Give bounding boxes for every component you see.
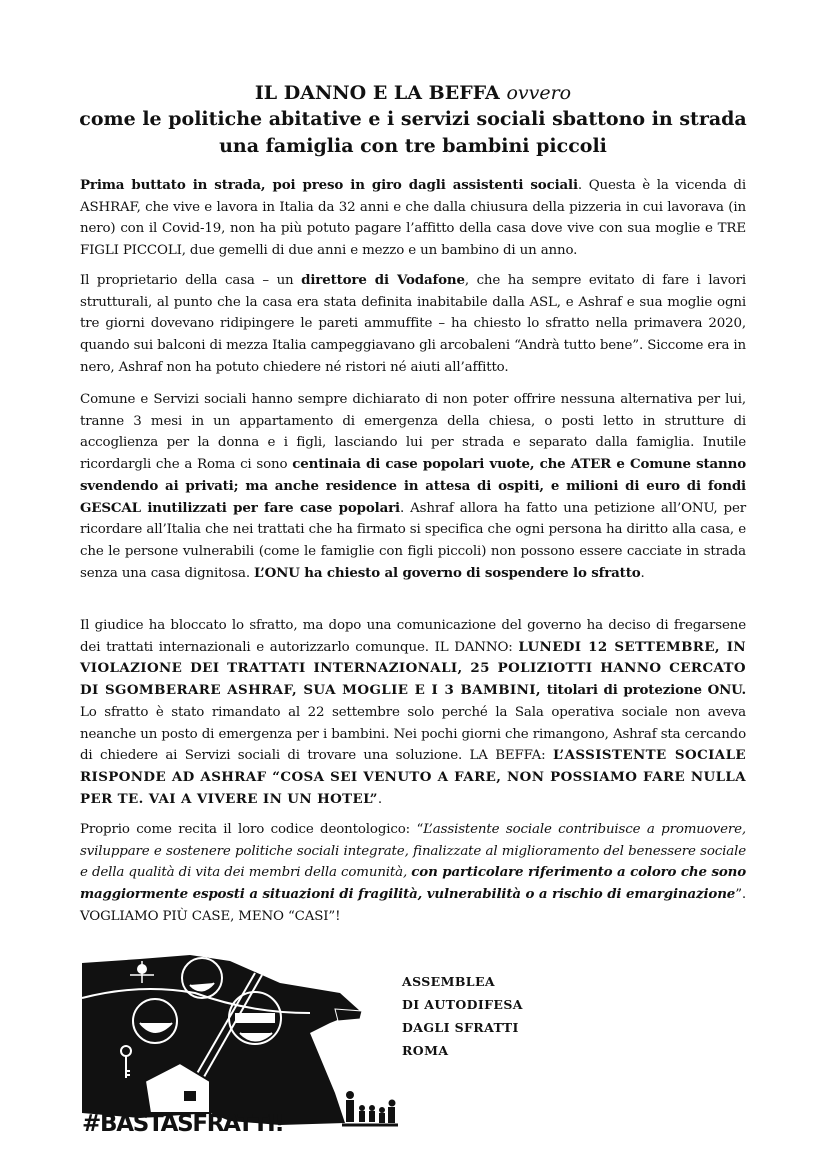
paragraph-1 [80, 175, 746, 262]
p3-bold-1: centinaia di case popolari vuote, che ATER e Comune stanno svendendo ai privati; ma anche residence in attesa di ospiti, e milioni di euro di fondi GESCAL inutilizzati per fare case popolari [80, 456, 746, 516]
paragraph-3 [80, 389, 746, 584]
signature-line: DAGLI SFRATTI [402, 1020, 519, 1035]
p4-bold-3: L’ASSISTENTE SOCIALE RISPONDE AD ASHRAF “COSA SEI VENUTO A FARE, NON POSSIAMO FARE NULLA PER TE. VAI A VIVERE IN UN HOTEL” [80, 747, 747, 807]
p5-text-b: ”. VOGLIAMO PIÙ CASE, MENO “CASI”! [80, 887, 746, 924]
p4-text-a: Il giudice ha bloccato lo sfratto, ma dopo una comunicazione del governo ha deciso di fregarsene dei trattati internazionali e autorizzarlo comunque. IL DANNO: [80, 618, 746, 655]
p4-bold-2: titolari di protezione ONU. [540, 682, 746, 699]
p3-text-c: . [640, 565, 645, 581]
signature-line: ROMA [402, 1043, 449, 1058]
p4-text-c: . [377, 791, 382, 807]
p4-bold-1: LUNEDI 12 SETTEMBRE, IN VIOLAZIONE DEI TRATTATI INTERNAZIONALI, 25 POLIZIOTTI HANNO CERCATO DI SGOMBERARE ASHRAF, SUA MOGLIE E I 3 BAMBINI, [80, 638, 746, 699]
p1-text: . Questa è la vicenda di ASHRAF, che vive e lavora in Italia da 32 anni e che dalla chiusura della pizzeria in cui lavorava (in nero) con il Covid-19, non ha più potuto pagare l’affitto della casa dove vive con sua moglie e TRE FIGLI PICCOLI, due gemelli di due anni e mezzo e un bambino di un anno. [80, 178, 746, 259]
paragraph-2 [80, 270, 746, 379]
paragraph-5 [80, 819, 746, 928]
p3-text-b: . Ashraf allora ha fatto una petizione all’ONU, per ricordare all’Italia che nei trattati che ha firmato si specifica che ogni persona ha diritto alla casa, e che le persone vulnerabili (come le famiglie con figli piccoli) non possono essere cacciate in strada senza una casa dignitosa. [80, 500, 746, 581]
subtitle: come le politiche abitative e i servizi sociali sbattono in strada una famiglia con tre bambini piccoli [79, 108, 747, 157]
paragraph-4 [80, 615, 746, 810]
p3-bold-2: L’ONU ha chiesto al governo di sospendere lo sfratto [254, 564, 641, 581]
p3-text-a: Comune e Servizi sociali hanno sempre dichiarato di non poter offrire nessuna alternativa per lui, tranne 3 mesi in un appartamento di emergenza della chiesa, o posti letto in strutture di accoglienza per la donna e i figli, lasciando lui per strada e separato dalla famiglia. Inutile ricordargli che a Roma ci sono [80, 392, 746, 473]
p2-bold: direttore di Vodafone [301, 272, 465, 288]
hashtag: #BASTASFRATTI! [82, 1111, 284, 1137]
title-italic: ovvero [506, 82, 572, 104]
p5-italic: L’assistente sociale contribuisce a promuovere, sviluppare e sostenere politiche sociali integrate, finalizzate al miglioramento del benessere sociale e della qualità di vita dei membri della comunità, [80, 822, 746, 881]
title-bold: IL DANNO E LA BEFFA [254, 82, 500, 104]
signature-block [402, 970, 523, 1062]
p2-text-a: Il proprietario della casa – un [80, 273, 302, 288]
title-line-1 [80, 80, 746, 106]
p2-text-b: , che ha sempre evitato di fare i lavori strutturali, al punto che la casa era stata definita inabitabile dalla ASL, e Ashraf e sua moglie ogni tre giorni dovevano ridipingere le pareti ammuffite – ha chiesto lo sfratto nella primavera 2020, quando sui balconi di mezza Italia campeggiavano gli arcobaleni “Andrà tutto bene”. Siccome era in nero, Ashraf non ha potuto chiedere né ristori né aiuti all’affitto. [80, 273, 746, 375]
p4-text-b: Lo sfratto è stato rimandato al 22 settembre solo perché la Sala operativa sociale non aveva neanche un posto di emergenza per i bambini. Nei pochi giorni che rimangono, Ashraf sta cercando di chiedere ai Servizi sociali di trovare una soluzione. LA BEFFA: [80, 704, 746, 764]
p1-bold-lead: Prima buttato in strada, poi preso in giro dagli assistenti sociali [80, 177, 578, 193]
signature-line: ASSEMBLEA [402, 974, 496, 989]
p5-text-a: Proprio come recita il loro codice deontologico: “ [80, 822, 424, 837]
p5-bold-italic: con particolare riferimento a coloro che sono maggiormente esposti a situazioni di fragilità, vulnerabilità o a rischio di emarginazione [80, 864, 746, 903]
signature-line: DI AUTODIFESA [402, 997, 523, 1012]
